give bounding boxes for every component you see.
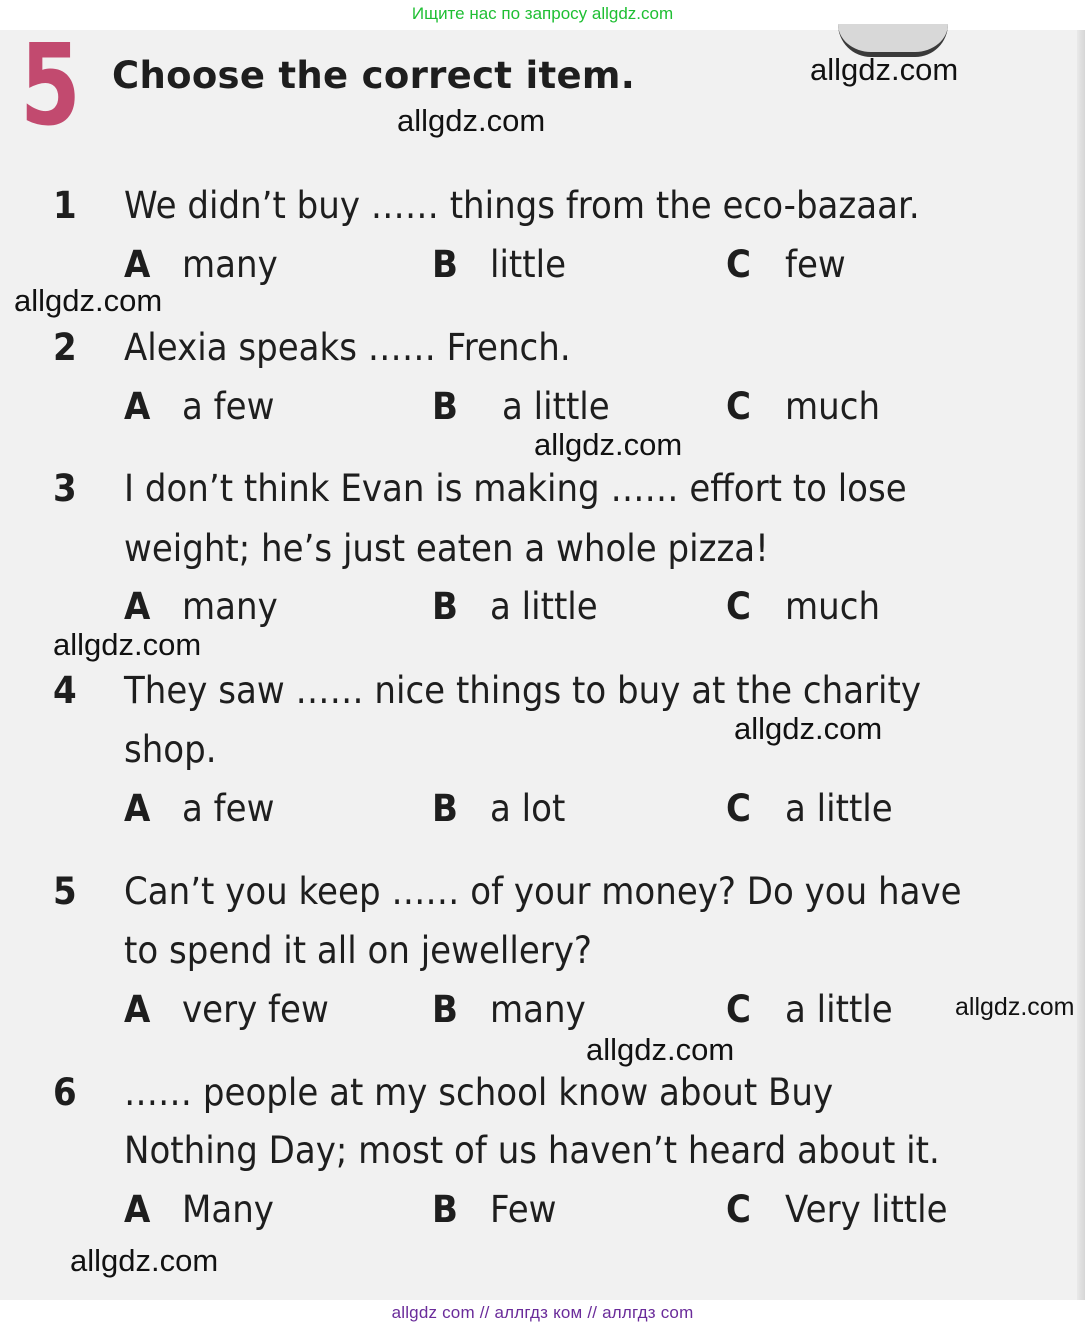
option-letter-c: C bbox=[726, 787, 751, 830]
option-text-b: a little bbox=[502, 385, 610, 428]
option-letter-c: C bbox=[726, 385, 751, 428]
question-text: I don’t think Evan is making …… effort to lose bbox=[124, 467, 907, 510]
option-letter-a: A bbox=[124, 787, 151, 830]
option-text-b: little bbox=[490, 243, 567, 286]
watermark: allgdz.com bbox=[534, 427, 683, 462]
option-letter-c: C bbox=[726, 585, 751, 628]
option-text-b: a little bbox=[490, 585, 598, 628]
question-text: Alexia speaks …… French. bbox=[124, 326, 571, 369]
option-text-a: Many bbox=[182, 1188, 274, 1231]
watermark: allgdz.com bbox=[955, 993, 1075, 1021]
option-text-b: Few bbox=[490, 1188, 557, 1231]
question-text: …… people at my school know about Buy bbox=[124, 1071, 834, 1114]
option-text-c: few bbox=[785, 243, 846, 286]
question-number: 2 bbox=[53, 326, 77, 369]
question-number: 3 bbox=[53, 467, 77, 510]
option-text-a: a few bbox=[182, 787, 275, 830]
option-letter-a: A bbox=[124, 585, 151, 628]
exercise-number: 5 bbox=[20, 21, 81, 151]
exercise-instruction: Choose the correct item. bbox=[112, 54, 636, 97]
watermark: allgdz.com bbox=[70, 1243, 219, 1278]
option-letter-b: B bbox=[432, 1188, 458, 1231]
watermark: allgdz.com bbox=[397, 103, 546, 138]
option-text-c: a little bbox=[785, 988, 893, 1031]
option-letter-b: B bbox=[432, 988, 458, 1031]
option-text-a: very few bbox=[182, 988, 329, 1031]
question-text: shop. bbox=[124, 728, 217, 771]
option-text-c: Very little bbox=[785, 1188, 948, 1231]
option-letter-a: A bbox=[124, 385, 151, 428]
question-text: We didn’t buy …… things from the eco-bazaar. bbox=[124, 184, 920, 227]
option-letter-c: C bbox=[726, 1188, 751, 1231]
question-number: 5 bbox=[53, 870, 77, 913]
watermark: allgdz.com bbox=[14, 283, 163, 318]
page-edge-shadow bbox=[1077, 30, 1085, 1300]
option-letter-b: B bbox=[432, 385, 458, 428]
option-text-c: much bbox=[785, 585, 881, 628]
watermark: allgdz.com bbox=[586, 1032, 735, 1067]
footer-note: allgdz com // аллгдз ком // аллгдз com bbox=[391, 1303, 694, 1322]
option-letter-b: B bbox=[432, 585, 458, 628]
question-text: Can’t you keep …… of your money? Do you have bbox=[124, 870, 962, 913]
question-text: Nothing Day; most of us haven’t heard about it. bbox=[124, 1129, 940, 1172]
option-letter-c: C bbox=[726, 243, 751, 286]
option-letter-a: A bbox=[124, 243, 151, 286]
option-letter-a: A bbox=[124, 1188, 151, 1231]
option-letter-c: C bbox=[726, 988, 751, 1031]
option-text-b: a lot bbox=[490, 787, 566, 830]
question-number: 4 bbox=[53, 669, 77, 712]
question-number: 6 bbox=[53, 1071, 77, 1114]
option-text-c: a little bbox=[785, 787, 893, 830]
header-note: Ищите нас по запросу allgdz.com bbox=[411, 4, 674, 23]
watermark: allgdz.com bbox=[810, 52, 959, 87]
option-text-a: many bbox=[182, 585, 278, 628]
question-number: 1 bbox=[53, 184, 77, 227]
option-text-a: many bbox=[182, 243, 278, 286]
option-letter-b: B bbox=[432, 787, 458, 830]
watermark: allgdz.com bbox=[53, 627, 202, 662]
question-text: They saw …… nice things to buy at the charity bbox=[124, 669, 922, 712]
question-text: to spend it all on jewellery? bbox=[124, 929, 592, 972]
watermark: allgdz.com bbox=[734, 711, 883, 746]
option-letter-a: A bbox=[124, 988, 151, 1031]
option-text-c: much bbox=[785, 385, 881, 428]
question-text: weight; he’s just eaten a whole pizza! bbox=[124, 527, 769, 570]
option-text-b: many bbox=[490, 988, 586, 1031]
option-letter-b: B bbox=[432, 243, 458, 286]
option-text-a: a few bbox=[182, 385, 275, 428]
